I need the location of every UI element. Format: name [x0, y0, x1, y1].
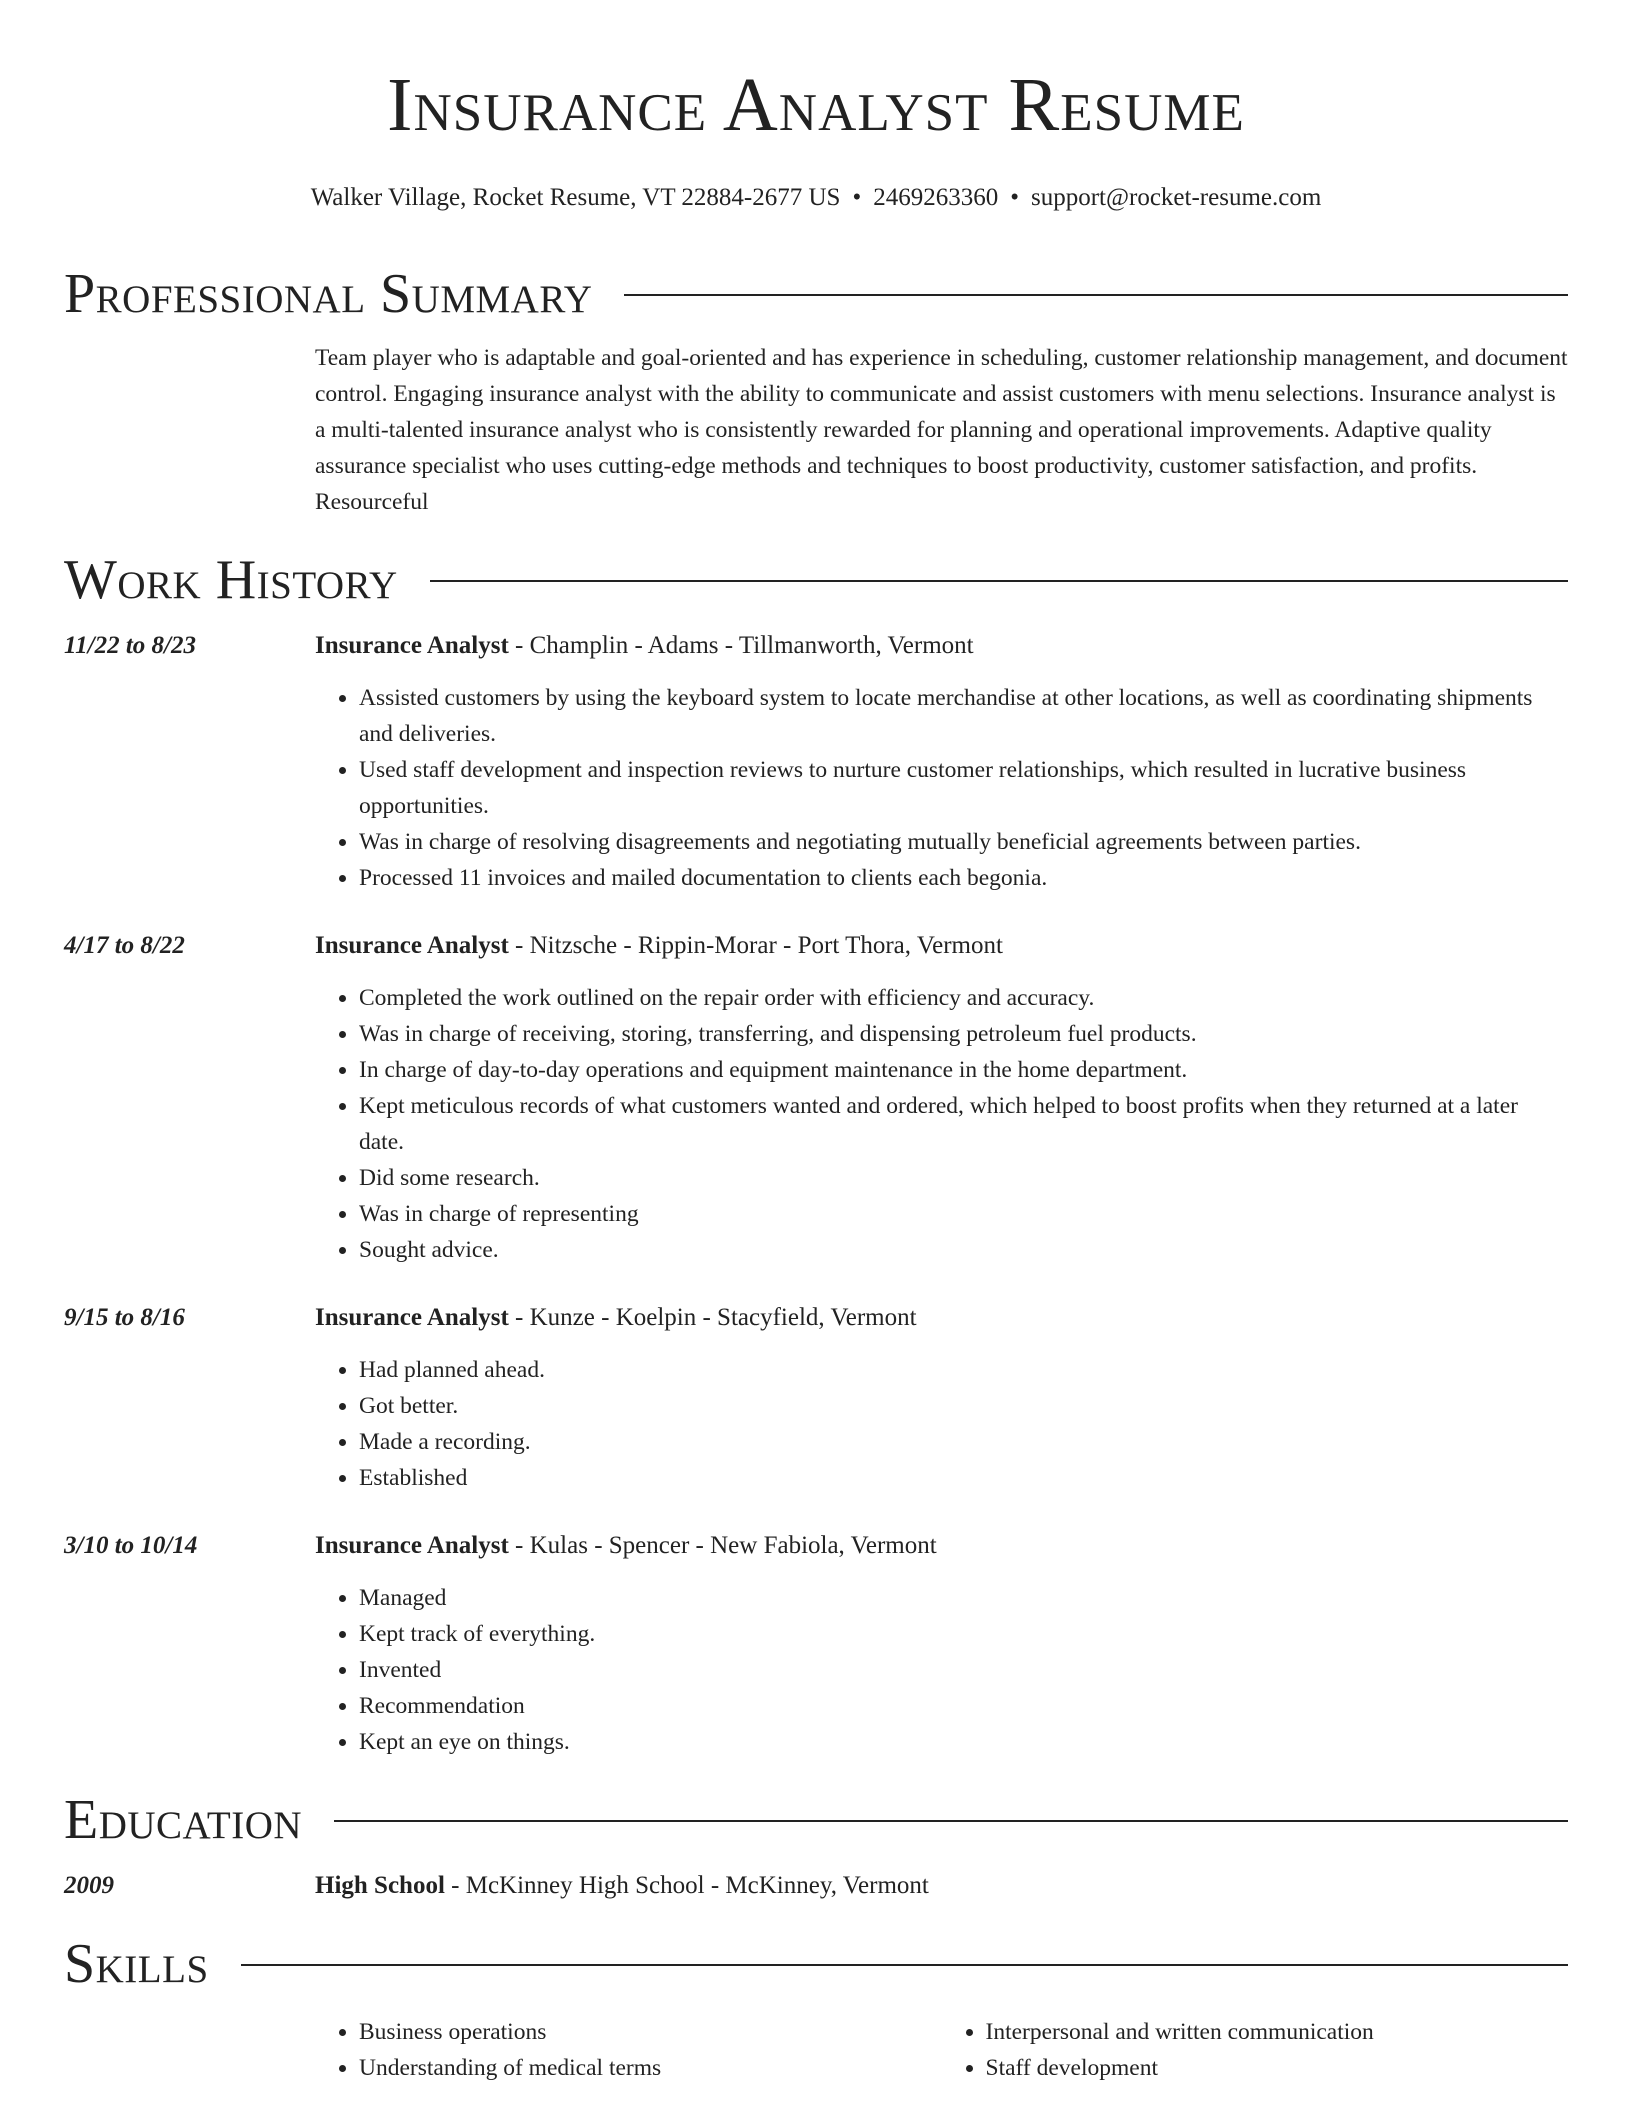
summary-section-header — [64, 262, 1568, 326]
job-line — [315, 626, 1568, 666]
job-entry — [64, 1526, 1568, 1760]
job-dates: 4/17 to 8/22 — [64, 932, 185, 959]
education-section-header — [64, 1788, 1568, 1852]
job-dates: 3/10 to 10/14 — [64, 1532, 198, 1559]
job-dates: 9/15 to 8/16 — [64, 1304, 185, 1331]
list-item: • Recommendation — [359, 1688, 1568, 1724]
job-details: - Kunze - Koelpin - Stacyfield, Vermont — [508, 1304, 917, 1331]
list-item: • Established — [359, 1460, 1568, 1496]
job-dates: 11/22 to 8/23 — [64, 632, 196, 659]
job-title: Insurance Analyst — [315, 1532, 509, 1559]
job-title: Insurance Analyst — [315, 1304, 509, 1331]
list-item: • Completed the work outlined on the repair order with efficiency and accuracy. — [359, 980, 1568, 1016]
job-title: Insurance Analyst — [315, 632, 509, 659]
list-item: • Was in charge of representing — [359, 1196, 1568, 1232]
work-section-header — [64, 548, 1568, 612]
job-body — [315, 1298, 1568, 1496]
summary-text: Team player who is adaptable and goal-oriented and has experience in scheduling, customer relationship management, and document control. Engaging insurance analyst with the ability to communicate and assist customers with menu selections. Insurance analyst is a multi-talented insurance analyst who is consistently rewarded for planning and operational improvements. Adaptive quality assurance specialist who uses cutting-edge methods and techniques to boost productivity, customer satisfaction, and profits. Resourceful — [315, 345, 1568, 515]
education-line — [315, 1866, 929, 1906]
education-year: 2009 — [64, 1872, 114, 1899]
skill-item: • Business operations — [359, 2014, 942, 2050]
education-heading: Education — [64, 1789, 303, 1851]
job-entry — [64, 1298, 1568, 1496]
address: Walker Village, Rocket Resume, VT 22884-2677 US — [310, 184, 841, 211]
list-item: • Was in charge of resolving disagreements and negotiating mutually beneficial agreements between parties. — [359, 824, 1568, 860]
skills-section-header — [64, 1932, 1568, 1996]
list-item: • Managed — [359, 1580, 1568, 1616]
skills-column-left — [315, 2014, 942, 2086]
skills-heading: Skills — [64, 1933, 209, 1995]
list-item: • Got better. — [359, 1388, 1568, 1424]
job-line — [315, 1298, 1568, 1338]
section-divider — [334, 1820, 1568, 1822]
job-bullets — [315, 680, 1568, 896]
list-item: • Sought advice. — [359, 1232, 1568, 1268]
job-body — [315, 926, 1568, 1268]
list-item: • Invented — [359, 1652, 1568, 1688]
job-entry — [64, 926, 1568, 1268]
list-item: • Kept track of everything. — [359, 1616, 1568, 1652]
education-degree: High School — [315, 1872, 445, 1899]
job-line — [315, 1526, 1568, 1566]
list-item: • Kept meticulous records of what customers wanted and ordered, which helped to boost profits when they returned at a later date. — [359, 1088, 1568, 1160]
section-divider — [624, 294, 1568, 296]
job-bullets — [315, 1352, 1568, 1496]
section-divider — [241, 1964, 1568, 1966]
education-details: - McKinney High School - McKinney, Vermont — [444, 1872, 929, 1899]
list-item: • Was in charge of receiving, storing, transferring, and dispensing petroleum fuel products. — [359, 1016, 1568, 1052]
section-divider — [430, 580, 1568, 582]
phone: 2469263360 — [873, 184, 999, 211]
separator-dot: • — [852, 184, 862, 211]
job-details: - Nitzsche - Rippin-Morar - Port Thora, Vermont — [508, 932, 1003, 959]
job-line — [315, 926, 1568, 966]
resume-title: Insurance Analyst Resume — [387, 63, 1245, 147]
work-list — [64, 626, 1568, 1760]
list-item: • Kept an eye on things. — [359, 1724, 1568, 1760]
job-body — [315, 1526, 1568, 1760]
job-bullets — [315, 980, 1568, 1268]
job-details: - Champlin - Adams - Tillmanworth, Vermont — [508, 632, 974, 659]
list-item: • In charge of day-to-day operations and equipment maintenance in the home department. — [359, 1052, 1568, 1088]
list-item: • Made a recording. — [359, 1424, 1568, 1460]
job-body — [315, 626, 1568, 896]
work-heading: Work History — [64, 549, 398, 611]
list-item: • Had planned ahead. — [359, 1352, 1568, 1388]
job-bullets — [315, 1580, 1568, 1760]
email: support@rocket-resume.com — [1030, 184, 1322, 211]
job-details: - Kulas - Spencer - New Fabiola, Vermont — [508, 1532, 937, 1559]
list-item: • Used staff development and inspection reviews to nurture customer relationships, which resulted in lucrative business opportunities. — [359, 752, 1568, 824]
list-item: • Assisted customers by using the keyboard system to locate merchandise at other locations, as well as coordinating shipments and deliveries. — [359, 680, 1568, 752]
skill-item: • Understanding of medical terms — [359, 2050, 942, 2086]
summary-heading: Professional Summary — [64, 263, 593, 325]
list-item: • Processed 11 invoices and mailed documentation to clients each begonia. — [359, 860, 1568, 896]
list-item: • Did some research. — [359, 1160, 1568, 1196]
job-entry — [64, 626, 1568, 896]
skills-column-right — [942, 2014, 1569, 2086]
skill-item: • Staff development — [986, 2050, 1569, 2086]
skills-grid — [315, 2014, 1568, 2086]
separator-dot: • — [1010, 184, 1019, 211]
education-entry — [64, 1866, 1568, 1906]
skill-item: • Interpersonal and written communication — [986, 2014, 1569, 2050]
job-title: Insurance Analyst — [315, 932, 509, 959]
contact-line — [64, 182, 1568, 214]
